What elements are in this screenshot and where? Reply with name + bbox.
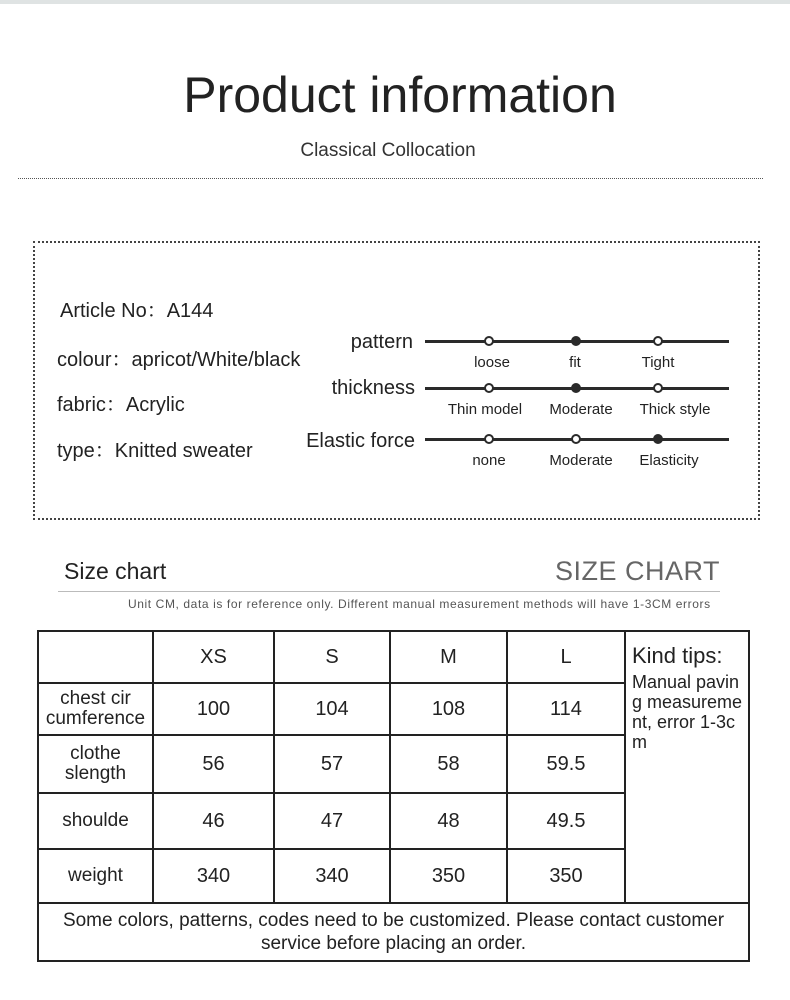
thickness-dot-moderate	[571, 383, 581, 393]
elastic-dot-elasticity	[653, 434, 663, 444]
elastic-option-none: none	[472, 452, 506, 469]
row-label: shoulde	[38, 793, 153, 849]
size-header: XS	[153, 631, 274, 683]
pattern-option-loose: loose	[474, 354, 510, 371]
thickness-option-thin: Thin model	[447, 401, 523, 418]
row-label: clothe slength	[38, 735, 153, 793]
size-header: M	[390, 631, 507, 683]
table-cell: 340	[274, 849, 390, 903]
kind-tips-title: Kind tips:	[632, 643, 723, 668]
kind-tips-cell	[625, 631, 749, 903]
pattern-label: pattern	[350, 331, 413, 353]
elastic-option-moderate: Moderate	[549, 452, 613, 469]
table-cell: 104	[274, 683, 390, 735]
divider	[18, 178, 763, 179]
thickness-option-moderate: Moderate	[549, 401, 613, 418]
elastic-dot-none	[484, 434, 494, 444]
thickness-option-thick: Thick style	[639, 401, 711, 418]
size-chart-divider	[58, 591, 720, 592]
pattern-dot-fit	[571, 336, 581, 346]
table-cell: 108	[390, 683, 507, 735]
table-cell: 350	[390, 849, 507, 903]
table-cell: 48	[390, 793, 507, 849]
elastic-option-elasticity: Elasticity	[639, 452, 699, 469]
pattern-dot-tight	[653, 336, 663, 346]
table-cell: 58	[390, 735, 507, 793]
table-cell: 56	[153, 735, 274, 793]
pattern-dot-loose	[484, 336, 494, 346]
kind-tips-body: Manual paving measurement, error 1-3cm	[632, 672, 743, 752]
table-footer-row	[38, 903, 749, 961]
elastic-force-label: Elastic force	[306, 430, 415, 452]
size-table	[37, 630, 750, 962]
size-chart-title: Size chart	[64, 558, 167, 584]
elastic-dot-moderate	[571, 434, 581, 444]
table-cell: 57	[274, 735, 390, 793]
table-cell: 59.5	[507, 735, 625, 793]
page-subtitle: Classical Collocation	[300, 140, 476, 161]
thickness-dot-thin	[484, 383, 494, 393]
article-number: Article No：A144	[60, 300, 214, 322]
table-cell: 46	[153, 793, 274, 849]
size-header: S	[274, 631, 390, 683]
size-chart-note: Unit CM, data is for reference only. Different manual measurement methods will have 1-3CM errors	[128, 597, 711, 611]
table-header-row	[38, 631, 749, 683]
pattern-option-tight: Tight	[641, 354, 675, 371]
colour-spec: colour：apricot/White/black	[57, 349, 301, 371]
table-corner-cell	[38, 631, 153, 683]
customization-note: Some colors, patterns, codes need to be customized. Please contact customer service before placing an order.	[38, 903, 749, 961]
type-spec: type：Knitted sweater	[57, 440, 253, 462]
size-header: L	[507, 631, 625, 683]
table-cell: 114	[507, 683, 625, 735]
pattern-option-fit: fit	[569, 354, 581, 371]
page-title: Product information	[183, 67, 617, 123]
top-strip	[0, 0, 790, 4]
row-label: chest cir cumference	[38, 683, 153, 735]
row-label: weight	[38, 849, 153, 903]
table-cell: 49.5	[507, 793, 625, 849]
fabric-spec: fabric：Acrylic	[57, 394, 185, 416]
thickness-label: thickness	[331, 377, 415, 399]
table-cell: 350	[507, 849, 625, 903]
table-cell: 100	[153, 683, 274, 735]
table-cell: 47	[274, 793, 390, 849]
table-cell: 340	[153, 849, 274, 903]
size-chart-title-en: SIZE CHART	[554, 556, 720, 586]
thickness-dot-thick	[653, 383, 663, 393]
